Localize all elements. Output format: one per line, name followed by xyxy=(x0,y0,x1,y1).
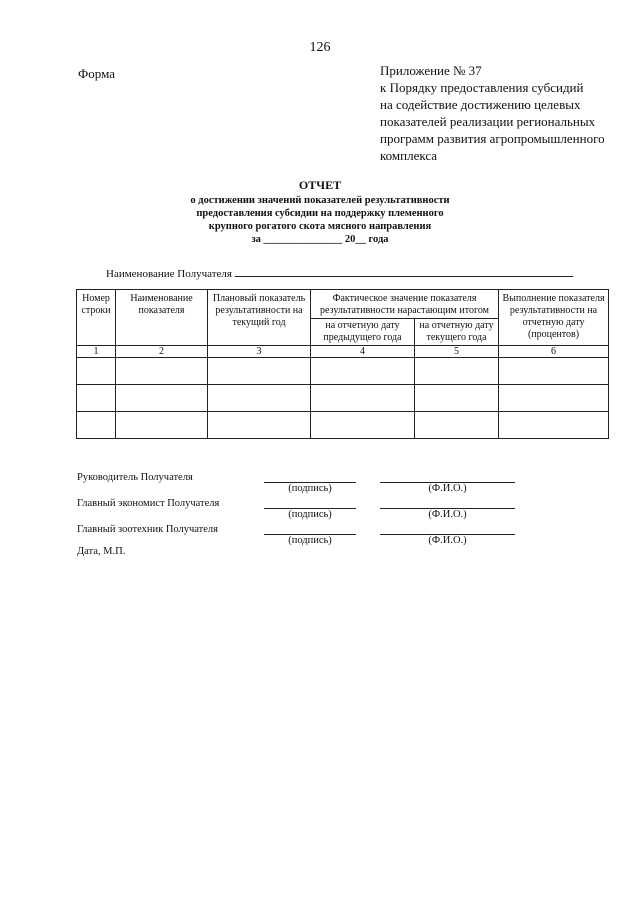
signature-row xyxy=(77,498,617,524)
column-number: 2 xyxy=(116,346,208,358)
table-cell[interactable] xyxy=(208,358,311,385)
form-label: Форма xyxy=(78,66,115,81)
table-cell[interactable] xyxy=(116,385,208,412)
column-number: 5 xyxy=(415,346,499,358)
table-cell[interactable] xyxy=(208,412,311,439)
report-title: ОТЧЕТ xyxy=(298,178,342,192)
signature-caption: (подпись) xyxy=(288,483,332,494)
date-stamp-label: Дата, М.П. xyxy=(77,546,126,557)
recipient-row xyxy=(106,266,573,280)
page-number: 126 xyxy=(309,40,331,55)
header-current-year: на отчетную дату текущего года xyxy=(415,319,499,346)
table-cell[interactable] xyxy=(208,385,311,412)
table-cell[interactable] xyxy=(77,385,116,412)
table-cell[interactable] xyxy=(499,385,609,412)
name-caption: (Ф.И.О.) xyxy=(428,509,467,520)
appendix-line: к Порядку предоставления субсидий xyxy=(380,80,584,95)
recipient-field[interactable] xyxy=(235,266,573,277)
appendix-line: программ развития агропромышленного xyxy=(380,131,605,146)
column-number: 1 xyxy=(77,346,116,358)
table-cell[interactable] xyxy=(415,412,499,439)
header-row-number: Номер строки xyxy=(77,290,116,346)
appendix-line: Приложение № 37 xyxy=(380,63,482,78)
column-number: 4 xyxy=(311,346,415,358)
table-cell[interactable] xyxy=(311,385,415,412)
table-cell[interactable] xyxy=(311,358,415,385)
report-title-block xyxy=(0,178,640,246)
table-cell[interactable] xyxy=(499,358,609,385)
table-cell[interactable] xyxy=(499,412,609,439)
table-header-row xyxy=(77,290,609,319)
table-cell[interactable] xyxy=(116,358,208,385)
table-number-row xyxy=(77,346,609,358)
table-cell[interactable] xyxy=(116,412,208,439)
recipient-label: Наименование Получателя xyxy=(106,268,232,280)
column-number: 6 xyxy=(499,346,609,358)
header-indicator-name: Наименование показателя xyxy=(116,290,208,346)
report-subtitle-line: предоставления субсидии на поддержку племенного xyxy=(196,208,444,219)
appendix-line: на содействие достижению целевых xyxy=(380,97,581,112)
signature-block xyxy=(77,472,617,550)
signature-row xyxy=(77,524,617,550)
table-cell[interactable] xyxy=(77,412,116,439)
table-cell[interactable] xyxy=(77,358,116,385)
table-row xyxy=(77,358,609,385)
signature-row xyxy=(77,472,617,498)
report-subtitle-line: о достижении значений показателей результативности xyxy=(190,195,450,206)
report-table xyxy=(76,289,609,439)
header-fulfillment: Выполнение показателя результативности на отчетную дату (процентов) xyxy=(499,290,609,346)
table-row xyxy=(77,385,609,412)
table-cell[interactable] xyxy=(311,412,415,439)
appendix-note xyxy=(380,62,620,164)
signature-role: Главный экономист Получателя xyxy=(77,498,220,509)
signature-role: Руководитель Получателя xyxy=(77,472,193,483)
header-actual-value-group: Фактическое значение показателя результативности нарастающим итогом xyxy=(311,290,499,319)
name-caption: (Ф.И.О.) xyxy=(428,535,467,546)
header-planned-indicator: Плановый показатель результативности на текущий год xyxy=(208,290,311,346)
name-caption: (Ф.И.О.) xyxy=(428,483,467,494)
table-cell[interactable] xyxy=(415,358,499,385)
header-previous-year: на отчетную дату предыдущего года xyxy=(311,319,415,346)
appendix-line: показателей реализации региональных xyxy=(380,114,596,129)
appendix-line: комплекса xyxy=(380,148,438,163)
report-period: за _______________ 20__ года xyxy=(251,234,389,245)
table-row xyxy=(77,412,609,439)
signature-caption: (подпись) xyxy=(288,535,332,546)
signature-role: Главный зоотехник Получателя xyxy=(77,524,219,535)
table-cell[interactable] xyxy=(415,385,499,412)
report-subtitle-line: крупного рогатого скота мясного направления xyxy=(208,221,432,232)
signature-caption: (подпись) xyxy=(288,509,332,520)
column-number: 3 xyxy=(208,346,311,358)
